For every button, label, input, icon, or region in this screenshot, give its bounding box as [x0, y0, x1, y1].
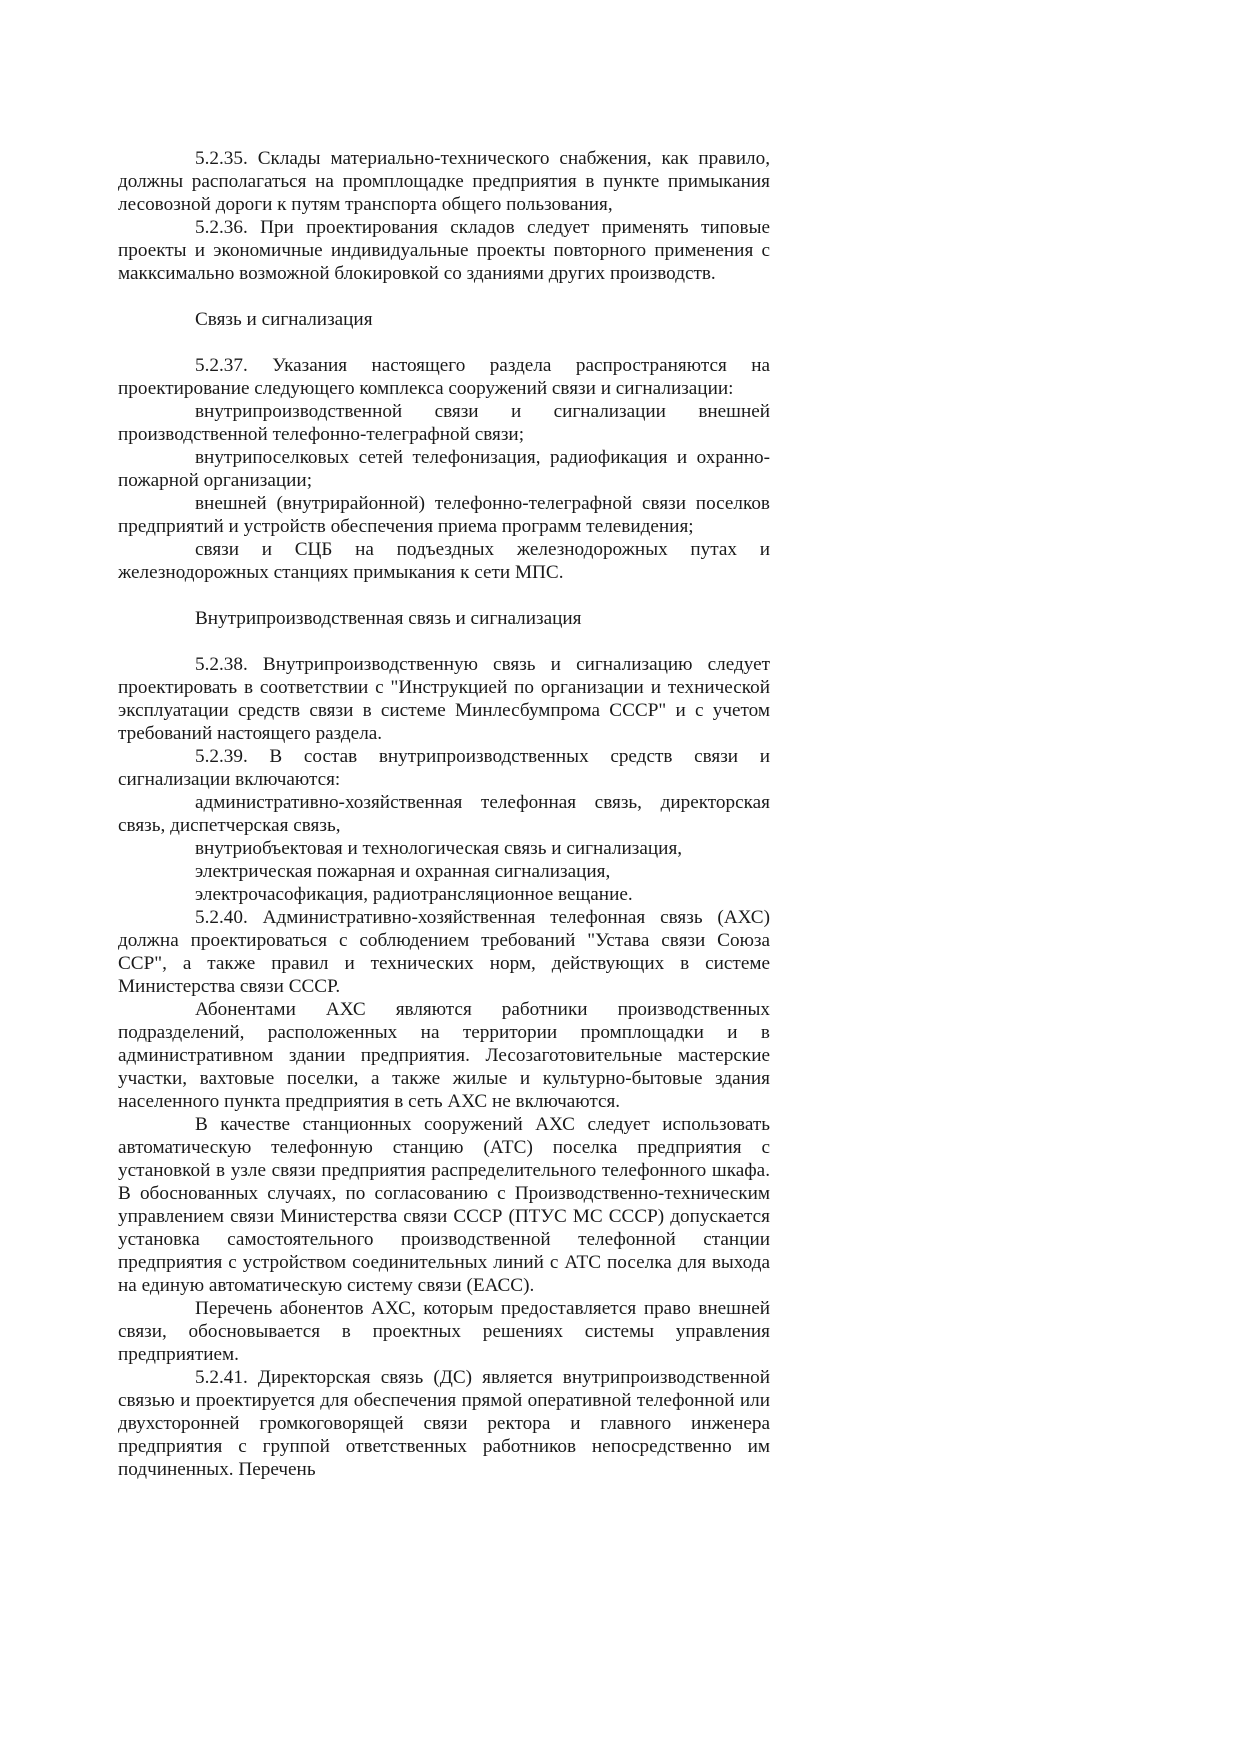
paragraph-5-2-35: 5.2.35. Склады материально-технического снабжения, как правило, должны располагаться на промплощадке предприятия в пункте примыкания лесовозной дороги к путям транспорта общего пользования, — [118, 148, 770, 215]
paragraph-subscriber-list: Перечень абонентов АХС, которым предоставляется право внешней связи, обосновывается в проектных решениях системы управления предприятием. — [118, 1298, 770, 1365]
document-page — [118, 147, 770, 1481]
paragraph-station: В качестве станционных сооружений АХС следует использовать автоматическую телефонную станцию (АТС) поселка предприятия с установкой в узле связи предприятия распределительного телефонного шкафа. В обоснованных случаях, по согласованию с Производственно-техническим управлением связи Министерства связи СССР (ПТУС МС СССР) допускается установка самостоятельного производственной телефонной станции предприятия с устройством соединительных линий с АТС поселка для выхода на единую автоматическую систему связи (ЕАСС). — [118, 1114, 770, 1296]
section-heading-communication: Связь и сигнализация — [195, 309, 373, 330]
list-item-clock-radio: электрочасофикация, радиотрансляционное вещание. — [195, 884, 633, 905]
paragraph-5-2-38: 5.2.38. Внутрипроизводственную связь и сигнализацию следует проектировать в соответствии с "Инструкцией по организации и технической эксплуатации средств связи в системе Минлесбумпрома СССР" и с учетом требований настоящего раздела. — [118, 654, 770, 744]
paragraph-subscribers: Абонентами АХС являются работники производственных подразделений, расположенных на территории промплощадки и в административном здании предприятия. Лесозаготовительные мастерские участки, вахтовые поселки, а также жилые и культурно-бытовые здания населенного пункта предприятия в сеть АХС не включаются. — [118, 999, 770, 1112]
spacer — [118, 331, 770, 354]
list-item-external-communication: внешней (внутрирайонной) телефонно-телеграфной связи поселков предприятий и устройств обеспечения приема программ телевидения; — [118, 493, 770, 537]
list-item-railway-communication: связи и СЦБ на подъездных железнодорожных путах и железнодорожных станциях примыкания к сети МПС. — [118, 539, 770, 583]
spacer — [118, 285, 770, 308]
paragraph-5-2-36: 5.2.36. При проектирования складов следует применять типовые проекты и экономичные индивидуальные проекты повторного применения с макксимально возможной блокировкой со зданиями других производств. — [118, 217, 770, 284]
list-item-internal-communication: внутрипроизводственной связи и сигнализации внешней производственной телефонно-телеграфной связи; — [118, 401, 770, 445]
paragraph-5-2-41: 5.2.41. Директорская связь (ДС) является внутрипроизводственной связью и проектируется для обеспечения прямой оперативной телефонной или двухсторонней громкоговорящей связи ректора и главного инженера предприятия с группой ответственных работников непосредственно им подчиненных. Перечень — [118, 1367, 770, 1480]
list-item-administrative-telephone: административно-хозяйственная телефонная связь, директорская связь, диспетчерская связь, — [118, 792, 770, 836]
paragraph-5-2-39: 5.2.39. В состав внутрипроизводственных средств связи и сигнализации включаются: — [118, 746, 770, 790]
list-item-fire-alarm: электрическая пожарная и охранная сигнализация, — [195, 861, 611, 882]
list-item-intra-object: внутриобъектовая и технологическая связь и сигнализация, — [195, 838, 683, 859]
spacer — [118, 584, 770, 607]
paragraph-5-2-37: 5.2.37. Указания настоящего раздела распространяются на проектирование следующего комплекса сооружений связи и сигнализации: — [118, 355, 770, 399]
list-item-settlement-networks: внутрипоселковых сетей телефонизация, радиофикация и охранно-пожарной организации; — [118, 447, 770, 491]
section-heading-internal: Внутрипроизводственная связь и сигнализация — [195, 608, 582, 629]
paragraph-5-2-40: 5.2.40. Административно-хозяйственная телефонная связь (АХС) должна проектироваться с соблюдением требований "Устава связи Союза ССР", а также правил и технических норм, действующих в системе Министерства связи СССР. — [118, 907, 770, 997]
spacer — [118, 630, 770, 653]
